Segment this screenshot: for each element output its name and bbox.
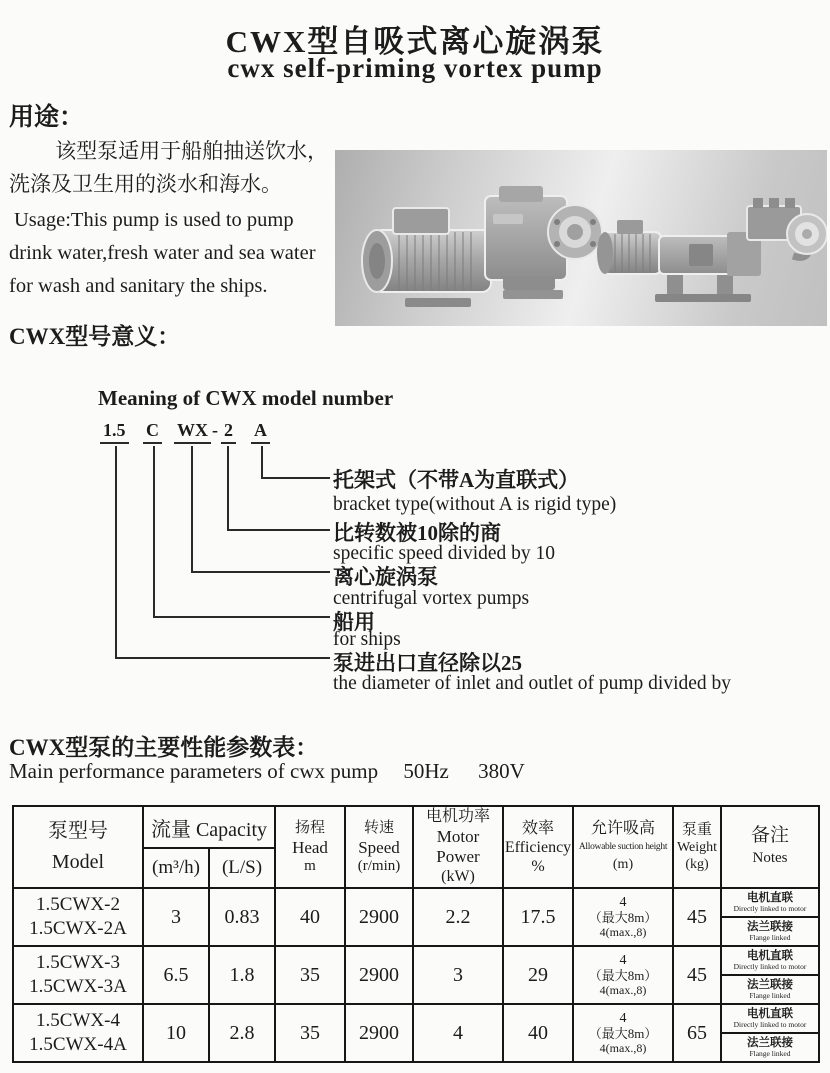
model-code-bracket: A (251, 420, 270, 444)
note-flange-linked-en: Flange linked (749, 991, 791, 1000)
col-header-capacity-m3h: (m³/h) (143, 848, 209, 888)
note-flange-linked-zh: 法兰联接 (747, 1037, 793, 1049)
model-meaning-heading-en: Meaning of CWX model number (98, 386, 394, 410)
col-header-speed-unit: (r/min) (357, 857, 401, 874)
pump-photo-direct-coupled (353, 168, 603, 318)
col-header-weight (673, 806, 721, 888)
note-direct-linked-zh: 电机直联 (747, 892, 793, 904)
performance-table (12, 805, 820, 1063)
col-header-efficiency-unit: % (531, 857, 545, 875)
speed-cell: 2900 (345, 946, 413, 1004)
meaning-entry-ship-zh: 船用 (333, 610, 375, 634)
col-header-suction (573, 806, 673, 888)
col-header-suction-unit: (m) (612, 857, 634, 872)
model-code-hyphen: - (212, 420, 218, 440)
col-header-head-en: Head (292, 837, 328, 857)
suction-max-zh: （最大8m） (588, 909, 658, 925)
suction-cell (573, 1004, 673, 1062)
model-cell (13, 946, 143, 1004)
capacity-ls-cell: 0.83 (209, 888, 275, 946)
col-header-motor-power-zh: 电机功率 (425, 808, 490, 825)
suction-value: 4 (619, 952, 627, 968)
col-header-model (13, 806, 143, 888)
col-header-weight-zh: 泵重 (681, 821, 712, 838)
usage-paragraph-zh (9, 135, 328, 201)
note-direct-linked-en: Directly linked to motor (733, 904, 807, 913)
head-cell: 35 (275, 946, 345, 1004)
notes-cell (721, 946, 819, 1004)
col-header-notes-zh: 备注 (750, 825, 789, 846)
col-header-motor-power-unit: (kW) (441, 868, 475, 885)
meaning-entry-diameter-zh: 泵进出口直径除以25 (333, 651, 522, 675)
model-code-speed: 2 (221, 420, 236, 444)
efficiency-cell: 17.5 (503, 888, 573, 946)
table-row-cwx4 (13, 1004, 819, 1062)
col-header-suction-en: Allowable suction height (578, 842, 668, 852)
speed-cell: 2900 (345, 888, 413, 946)
col-header-speed (345, 806, 413, 888)
notes-cell (721, 1004, 819, 1062)
voltage-value: 380V (478, 759, 525, 783)
model-code-ship: C (143, 420, 162, 444)
col-header-capacity-zh: 流量 (150, 818, 191, 841)
suction-value: 4 (619, 894, 627, 910)
usage-en-line1: Usage:This pump is used to pump (14, 209, 294, 231)
note-flange-linked-en: Flange linked (749, 933, 791, 942)
suction-max-en: 4(max.,8) (599, 924, 647, 939)
usage-heading: 用途： (9, 104, 85, 131)
frequency-value: 50Hz (403, 759, 449, 783)
capacity-ls-cell: 2.8 (209, 1004, 275, 1062)
col-header-efficiency-en: Efficiency (504, 838, 572, 856)
suction-max-en: 4(max.,8) (599, 1040, 647, 1055)
usage-zh-line1: 该型泵适用于船舶抽送饮水， (55, 139, 329, 163)
power-cell: 3 (413, 946, 503, 1004)
col-header-capacity (143, 806, 275, 848)
suction-cell (573, 946, 673, 1004)
note-direct-linked-zh: 电机直联 (747, 1008, 793, 1020)
meaning-entry-bracket-zh: 托架式（不带A为直联式） (333, 468, 580, 492)
meaning-entry-diameter-en: the diameter of inlet and outlet of pump divided by (333, 673, 732, 694)
col-header-notes-en: Notes (752, 850, 788, 866)
notes-cell (721, 888, 819, 946)
col-header-motor-power-en: Motor Power (436, 827, 480, 866)
model-code-vortex: WX (174, 420, 211, 444)
meaning-entry-bracket-en: bracket type(without A is rigid type) (333, 494, 617, 515)
col-header-weight-en: Weight (676, 839, 718, 855)
model-name: 1.5CWX-3 (36, 952, 120, 973)
power-cell: 4 (413, 1004, 503, 1062)
capacity-m3h-cell: 3 (143, 888, 209, 946)
note-flange-linked (722, 1034, 818, 1061)
suction-value: 4 (619, 1010, 627, 1026)
col-header-head-unit: m (304, 857, 316, 874)
weight-cell: 45 (673, 946, 721, 1004)
head-cell: 40 (275, 888, 345, 946)
note-flange-linked-en: Flange linked (749, 1049, 791, 1058)
col-header-model-en: Model (51, 851, 105, 873)
page-title-en: cwx self-priming vortex pump (227, 53, 603, 83)
pump-photo-bracket-type (597, 192, 827, 312)
suction-max-zh: （最大8m） (588, 1025, 658, 1041)
col-header-notes (721, 806, 819, 888)
capacity-m3h-cell: 6.5 (143, 946, 209, 1004)
efficiency-cell: 40 (503, 1004, 573, 1062)
suction-cell (573, 888, 673, 946)
model-name: 1.5CWX-2 (36, 894, 120, 915)
col-header-efficiency (503, 806, 573, 888)
col-header-motor-power (413, 806, 503, 888)
col-header-suction-zh: 允许吸高 (590, 820, 655, 837)
note-flange-linked (722, 918, 818, 945)
col-header-capacity-ls: (L/S) (209, 848, 275, 888)
usage-en-line2: drink water,fresh water and sea water (9, 242, 316, 264)
table-row-cwx3 (13, 946, 819, 1004)
model-name-a: 1.5CWX-4A (29, 1034, 127, 1055)
meaning-entry-vortex-en: centrifugal vortex pumps (333, 588, 530, 609)
speed-cell: 2900 (345, 1004, 413, 1062)
usage-paragraph-en (9, 204, 316, 303)
capacity-m3h-cell: 10 (143, 1004, 209, 1062)
head-cell: 35 (275, 1004, 345, 1062)
note-direct-linked-zh: 电机直联 (747, 950, 793, 962)
meaning-entry-speed-en: specific speed divided by 10 (333, 543, 556, 564)
parameters-heading-zh: CWX型泵的主要性能参数表： (9, 735, 319, 760)
suction-max-en: 4(max.,8) (599, 982, 647, 997)
col-header-capacity-en: Capacity (195, 818, 268, 841)
model-meaning-heading-zh: CWX型号意义： (9, 324, 181, 349)
table-row-cwx2 (13, 888, 819, 946)
page-title-zh: CWX型自吸式离心旋涡泵 (225, 24, 605, 59)
col-header-model-zh: 泵型号 (48, 820, 108, 842)
col-header-speed-zh: 转速 (363, 819, 394, 836)
model-code-diameter: 1.5 (100, 420, 129, 444)
model-name-a: 1.5CWX-3A (29, 976, 127, 997)
model-cell (13, 1004, 143, 1062)
weight-cell: 65 (673, 1004, 721, 1062)
parameters-heading-en-text: Main performance parameters of cwx pump (9, 759, 379, 783)
weight-cell: 45 (673, 888, 721, 946)
col-header-efficiency-zh: 效率 (521, 819, 554, 837)
note-direct-linked (722, 889, 818, 918)
col-header-weight-unit: (kg) (685, 856, 709, 872)
model-name: 1.5CWX-4 (36, 1010, 120, 1031)
power-cell: 2.2 (413, 888, 503, 946)
note-flange-linked (722, 976, 818, 1003)
product-photo-panel (335, 150, 827, 326)
col-header-head (275, 806, 345, 888)
note-direct-linked (722, 1005, 818, 1034)
meaning-entry-speed-zh: 比转数被10除的商 (333, 521, 501, 545)
col-header-head-zh: 扬程 (294, 819, 325, 836)
capacity-ls-cell: 1.8 (209, 946, 275, 1004)
usage-zh-line2: 洗涤及卫生用的淡水和海水。 (9, 172, 282, 196)
parameters-heading-en (9, 759, 525, 784)
efficiency-cell: 29 (503, 946, 573, 1004)
note-flange-linked-zh: 法兰联接 (747, 979, 793, 991)
model-cell (13, 888, 143, 946)
note-direct-linked (722, 947, 818, 976)
note-direct-linked-en: Directly linked to motor (733, 962, 807, 971)
note-flange-linked-zh: 法兰联接 (747, 921, 793, 933)
usage-en-line3: for wash and sanitary the ships. (9, 275, 268, 297)
model-name-a: 1.5CWX-2A (29, 918, 127, 939)
note-direct-linked-en: Directly linked to motor (733, 1020, 807, 1029)
suction-max-zh: （最大8m） (588, 967, 658, 983)
col-header-speed-en: Speed (358, 837, 400, 857)
meaning-entry-ship-en: for ships (333, 629, 401, 650)
meaning-entry-vortex-zh: 离心旋涡泵 (333, 565, 438, 589)
